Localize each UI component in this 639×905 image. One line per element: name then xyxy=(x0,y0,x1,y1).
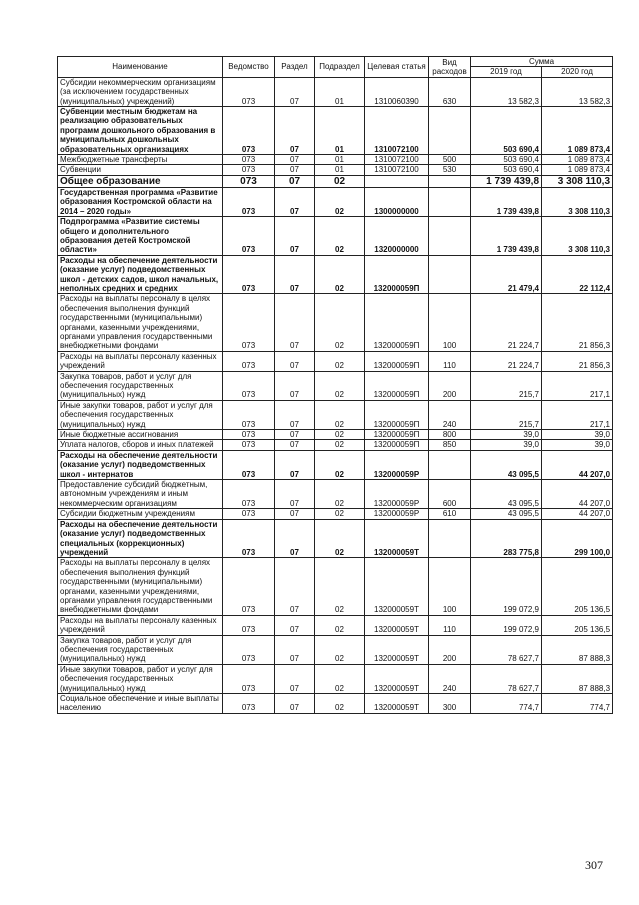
cell-vid: 110 xyxy=(429,615,471,635)
cell-sum-2020: 205 136,5 xyxy=(542,615,613,635)
cell-razdel: 07 xyxy=(275,175,315,187)
cell-sum-2019: 43 095,5 xyxy=(471,450,542,479)
cell-podrazdel: 02 xyxy=(315,175,365,187)
cell-sum-2020: 39,0 xyxy=(542,430,613,440)
cell-sum-2019: 78 627,7 xyxy=(471,664,542,693)
cell-target: 132000059П xyxy=(365,255,429,294)
cell-vedomstvo: 073 xyxy=(223,187,275,216)
table-row xyxy=(58,430,613,440)
cell-name: Субсидии бюджетным учреждениям xyxy=(58,509,223,519)
cell-podrazdel: 01 xyxy=(315,155,365,165)
cell-razdel: 07 xyxy=(275,558,315,615)
cell-name: Расходы на обеспечение деятельности (оказание услуг) подведомственных специальных (коррекционных) учреждений xyxy=(58,519,223,558)
cell-sum-2020: 774,7 xyxy=(542,694,613,714)
cell-razdel: 07 xyxy=(275,509,315,519)
cell-sum-2020: 44 207,0 xyxy=(542,450,613,479)
cell-name: Субсидии некоммерческим организациям (за исключением государственных (муниципальных) учреждений) xyxy=(58,77,223,106)
header-vid: Вид расходов xyxy=(429,57,471,78)
cell-sum-2019: 1 739 439,8 xyxy=(471,187,542,216)
cell-vid xyxy=(429,255,471,294)
cell-vedomstvo: 073 xyxy=(223,615,275,635)
cell-sum-2020: 13 582,3 xyxy=(542,77,613,106)
header-2019: 2019 год xyxy=(471,67,542,77)
cell-vid: 500 xyxy=(429,155,471,165)
cell-sum-2019: 503 690,4 xyxy=(471,165,542,175)
cell-sum-2019: 13 582,3 xyxy=(471,77,542,106)
cell-razdel: 07 xyxy=(275,615,315,635)
cell-razdel: 07 xyxy=(275,165,315,175)
cell-name: Общее образование xyxy=(58,175,223,187)
cell-razdel: 07 xyxy=(275,440,315,450)
cell-razdel: 07 xyxy=(275,187,315,216)
cell-sum-2020: 205 136,5 xyxy=(542,558,613,615)
cell-sum-2019: 215,7 xyxy=(471,371,542,400)
header-row xyxy=(58,57,613,67)
cell-podrazdel: 02 xyxy=(315,664,365,693)
header-vedomstvo: Ведомство xyxy=(223,57,275,78)
cell-podrazdel: 02 xyxy=(315,430,365,440)
cell-sum-2020: 3 308 110,3 xyxy=(542,175,613,187)
table-row xyxy=(58,480,613,509)
cell-vedomstvo: 073 xyxy=(223,440,275,450)
cell-vid: 240 xyxy=(429,664,471,693)
cell-name: Расходы на выплаты персоналу казенных учреждений xyxy=(58,351,223,371)
cell-target: 1310072100 xyxy=(365,165,429,175)
cell-target: 1310072100 xyxy=(365,107,429,155)
cell-razdel: 07 xyxy=(275,480,315,509)
cell-vedomstvo: 073 xyxy=(223,430,275,440)
cell-sum-2019: 774,7 xyxy=(471,694,542,714)
cell-name: Расходы на выплаты персоналу в целях обеспечения выполнения функций государственными (муниципальными) органами, казенными учреждениями, органами управления государственными внебюджетными фондами xyxy=(58,294,223,351)
cell-podrazdel: 02 xyxy=(315,371,365,400)
cell-vid xyxy=(429,217,471,256)
cell-sum-2020: 299 100,0 xyxy=(542,519,613,558)
cell-sum-2019: 1 739 439,8 xyxy=(471,175,542,187)
cell-target: 132000059П xyxy=(365,294,429,351)
cell-sum-2019: 43 095,5 xyxy=(471,480,542,509)
table-row xyxy=(58,107,613,155)
cell-vedomstvo: 073 xyxy=(223,351,275,371)
table-row xyxy=(58,615,613,635)
cell-podrazdel: 02 xyxy=(315,351,365,371)
table-row xyxy=(58,509,613,519)
cell-name: Социальное обеспечение и иные выплаты населению xyxy=(58,694,223,714)
cell-name: Расходы на обеспечение деятельности (оказание услуг) подведомственных школ - интернатов xyxy=(58,450,223,479)
cell-vid: 850 xyxy=(429,440,471,450)
cell-target: 132000059П xyxy=(365,351,429,371)
cell-razdel: 07 xyxy=(275,430,315,440)
cell-sum-2019: 21 224,7 xyxy=(471,294,542,351)
cell-sum-2019: 199 072,9 xyxy=(471,615,542,635)
cell-vid xyxy=(429,175,471,187)
cell-vid: 200 xyxy=(429,371,471,400)
cell-razdel: 07 xyxy=(275,400,315,429)
cell-vedomstvo: 073 xyxy=(223,155,275,165)
cell-vedomstvo: 073 xyxy=(223,77,275,106)
table-row xyxy=(58,558,613,615)
cell-sum-2019: 39,0 xyxy=(471,430,542,440)
cell-vid: 100 xyxy=(429,558,471,615)
cell-podrazdel: 02 xyxy=(315,440,365,450)
table-row xyxy=(58,217,613,256)
cell-razdel: 07 xyxy=(275,664,315,693)
cell-vid: 800 xyxy=(429,430,471,440)
cell-razdel: 07 xyxy=(275,694,315,714)
cell-target: 132000059П xyxy=(365,430,429,440)
cell-podrazdel: 02 xyxy=(315,450,365,479)
cell-razdel: 07 xyxy=(275,519,315,558)
cell-vedomstvo: 073 xyxy=(223,664,275,693)
cell-target: 132000059Т xyxy=(365,694,429,714)
cell-razdel: 07 xyxy=(275,635,315,664)
cell-name: Закупка товаров, работ и услуг для обеспечения государственных (муниципальных) нужд xyxy=(58,371,223,400)
cell-podrazdel: 01 xyxy=(315,107,365,155)
cell-target: 132000059Т xyxy=(365,558,429,615)
cell-razdel: 07 xyxy=(275,351,315,371)
table-row xyxy=(58,519,613,558)
cell-sum-2020: 1 089 873,4 xyxy=(542,165,613,175)
table-row xyxy=(58,165,613,175)
cell-sum-2019: 39,0 xyxy=(471,440,542,450)
table-row xyxy=(58,294,613,351)
cell-podrazdel: 02 xyxy=(315,694,365,714)
cell-target: 132000059Р xyxy=(365,509,429,519)
page-number: 307 xyxy=(585,858,603,872)
cell-name: Расходы на обеспечение деятельности (оказание услуг) подведомственных школ - детских садов, школ начальных, неполных средних и средних xyxy=(58,255,223,294)
cell-podrazdel: 02 xyxy=(315,519,365,558)
cell-vid xyxy=(429,107,471,155)
cell-vedomstvo: 073 xyxy=(223,255,275,294)
cell-target: 132000059Т xyxy=(365,615,429,635)
cell-vid: 630 xyxy=(429,77,471,106)
cell-vedomstvo: 073 xyxy=(223,450,275,479)
cell-name: Иные закупки товаров, работ и услуг для обеспечения государственных (муниципальных) нужд xyxy=(58,664,223,693)
cell-sum-2020: 21 856,3 xyxy=(542,351,613,371)
table-row xyxy=(58,351,613,371)
table-body xyxy=(58,77,613,713)
cell-vedomstvo: 073 xyxy=(223,509,275,519)
cell-podrazdel: 02 xyxy=(315,635,365,664)
cell-podrazdel: 02 xyxy=(315,480,365,509)
cell-target: 132000059Т xyxy=(365,635,429,664)
cell-target: 132000059Т xyxy=(365,664,429,693)
cell-vedomstvo: 073 xyxy=(223,371,275,400)
cell-sum-2019: 21 224,7 xyxy=(471,351,542,371)
table-row xyxy=(58,155,613,165)
cell-target: 132000059Р xyxy=(365,450,429,479)
cell-sum-2020: 3 308 110,3 xyxy=(542,217,613,256)
cell-target: 132000059П xyxy=(365,400,429,429)
cell-sum-2019: 43 095,5 xyxy=(471,509,542,519)
header-target: Целевая статья xyxy=(365,57,429,78)
cell-podrazdel: 02 xyxy=(315,187,365,216)
cell-target: 132000059П xyxy=(365,371,429,400)
cell-vedomstvo: 073 xyxy=(223,294,275,351)
cell-vedomstvo: 073 xyxy=(223,558,275,615)
cell-vid: 200 xyxy=(429,635,471,664)
cell-vedomstvo: 073 xyxy=(223,480,275,509)
cell-name: Иные закупки товаров, работ и услуг для обеспечения государственных (муниципальных) нужд xyxy=(58,400,223,429)
cell-razdel: 07 xyxy=(275,450,315,479)
cell-razdel: 07 xyxy=(275,294,315,351)
cell-sum-2020: 1 089 873,4 xyxy=(542,107,613,155)
header-2020: 2020 год xyxy=(542,67,613,77)
cell-sum-2019: 503 690,4 xyxy=(471,155,542,165)
cell-razdel: 07 xyxy=(275,155,315,165)
table-row xyxy=(58,255,613,294)
cell-vid: 240 xyxy=(429,400,471,429)
cell-vedomstvo: 073 xyxy=(223,107,275,155)
table-row xyxy=(58,664,613,693)
cell-vedomstvo: 073 xyxy=(223,165,275,175)
cell-name: Расходы на выплаты персоналу в целях обеспечения выполнения функций государственными (муниципальными) органами, казенными учреждениями, органами управления государственными внебюджетными фондами xyxy=(58,558,223,615)
table-row xyxy=(58,440,613,450)
cell-vid xyxy=(429,450,471,479)
cell-sum-2020: 87 888,3 xyxy=(542,635,613,664)
cell-name: Иные бюджетные ассигнования xyxy=(58,430,223,440)
cell-sum-2019: 283 775,8 xyxy=(471,519,542,558)
cell-name: Субвенции местным бюджетам на реализацию образовательных программ дошкольного образования в муниципальных дошкольных образовательных организациях xyxy=(58,107,223,155)
cell-sum-2019: 503 690,4 xyxy=(471,107,542,155)
cell-podrazdel: 02 xyxy=(315,217,365,256)
cell-razdel: 07 xyxy=(275,255,315,294)
cell-vid: 100 xyxy=(429,294,471,351)
cell-razdel: 07 xyxy=(275,107,315,155)
cell-vedomstvo: 073 xyxy=(223,694,275,714)
table-row xyxy=(58,187,613,216)
cell-sum-2020: 39,0 xyxy=(542,440,613,450)
cell-target xyxy=(365,175,429,187)
cell-vid: 300 xyxy=(429,694,471,714)
cell-podrazdel: 02 xyxy=(315,509,365,519)
cell-target: 132000059П xyxy=(365,440,429,450)
cell-podrazdel: 02 xyxy=(315,558,365,615)
budget-table xyxy=(57,56,613,714)
cell-sum-2019: 1 739 439,8 xyxy=(471,217,542,256)
cell-name: Предоставление субсидий бюджетным, автономным учреждениям и иным некоммерческим организациям xyxy=(58,480,223,509)
cell-target: 1300000000 xyxy=(365,187,429,216)
cell-podrazdel: 02 xyxy=(315,400,365,429)
header-name: Наименование xyxy=(58,57,223,78)
cell-sum-2020: 1 089 873,4 xyxy=(542,155,613,165)
cell-target: 1310060390 xyxy=(365,77,429,106)
cell-podrazdel: 02 xyxy=(315,255,365,294)
cell-name: Уплата налогов, сборов и иных платежей xyxy=(58,440,223,450)
table-row xyxy=(58,400,613,429)
cell-vid: 530 xyxy=(429,165,471,175)
cell-razdel: 07 xyxy=(275,371,315,400)
cell-target: 132000059Р xyxy=(365,480,429,509)
cell-sum-2020: 217,1 xyxy=(542,371,613,400)
cell-podrazdel: 02 xyxy=(315,294,365,351)
cell-vid: 600 xyxy=(429,480,471,509)
cell-vedomstvo: 073 xyxy=(223,400,275,429)
cell-vid: 110 xyxy=(429,351,471,371)
cell-name: Подпрограмма «Развитие системы общего и дополнительного образования детей Костромской области» xyxy=(58,217,223,256)
cell-sum-2020: 44 207,0 xyxy=(542,480,613,509)
cell-name: Расходы на выплаты персоналу казенных учреждений xyxy=(58,615,223,635)
cell-vedomstvo: 073 xyxy=(223,217,275,256)
cell-target: 1320000000 xyxy=(365,217,429,256)
cell-vedomstvo: 073 xyxy=(223,519,275,558)
cell-target: 1310072100 xyxy=(365,155,429,165)
cell-vedomstvo: 073 xyxy=(223,175,275,187)
cell-podrazdel: 02 xyxy=(315,615,365,635)
cell-sum-2020: 3 308 110,3 xyxy=(542,187,613,216)
table-row xyxy=(58,694,613,714)
cell-name: Закупка товаров, работ и услуг для обеспечения государственных (муниципальных) нужд xyxy=(58,635,223,664)
cell-podrazdel: 01 xyxy=(315,77,365,106)
cell-vid: 610 xyxy=(429,509,471,519)
cell-vedomstvo: 073 xyxy=(223,635,275,664)
cell-sum-2020: 217,1 xyxy=(542,400,613,429)
cell-sum-2020: 44 207,0 xyxy=(542,509,613,519)
cell-sum-2019: 215,7 xyxy=(471,400,542,429)
cell-vid xyxy=(429,519,471,558)
table-row xyxy=(58,450,613,479)
table-row xyxy=(58,77,613,106)
cell-razdel: 07 xyxy=(275,77,315,106)
cell-sum-2019: 78 627,7 xyxy=(471,635,542,664)
header-razdel: Раздел xyxy=(275,57,315,78)
cell-sum-2019: 199 072,9 xyxy=(471,558,542,615)
cell-name: Межбюджетные трансферты xyxy=(58,155,223,165)
table-row xyxy=(58,371,613,400)
header-summa: Сумма xyxy=(471,57,613,67)
cell-sum-2020: 87 888,3 xyxy=(542,664,613,693)
table-row xyxy=(58,175,613,187)
header-podrazdel: Подраздел xyxy=(315,57,365,78)
cell-name: Государственная программа «Развитие образования Костромской области на 2014 – 2020 годы» xyxy=(58,187,223,216)
cell-vid xyxy=(429,187,471,216)
cell-podrazdel: 01 xyxy=(315,165,365,175)
table-row xyxy=(58,635,613,664)
cell-sum-2020: 21 856,3 xyxy=(542,294,613,351)
cell-sum-2020: 22 112,4 xyxy=(542,255,613,294)
cell-target: 132000059Т xyxy=(365,519,429,558)
cell-name: Субвенции xyxy=(58,165,223,175)
cell-sum-2019: 21 479,4 xyxy=(471,255,542,294)
cell-razdel: 07 xyxy=(275,217,315,256)
